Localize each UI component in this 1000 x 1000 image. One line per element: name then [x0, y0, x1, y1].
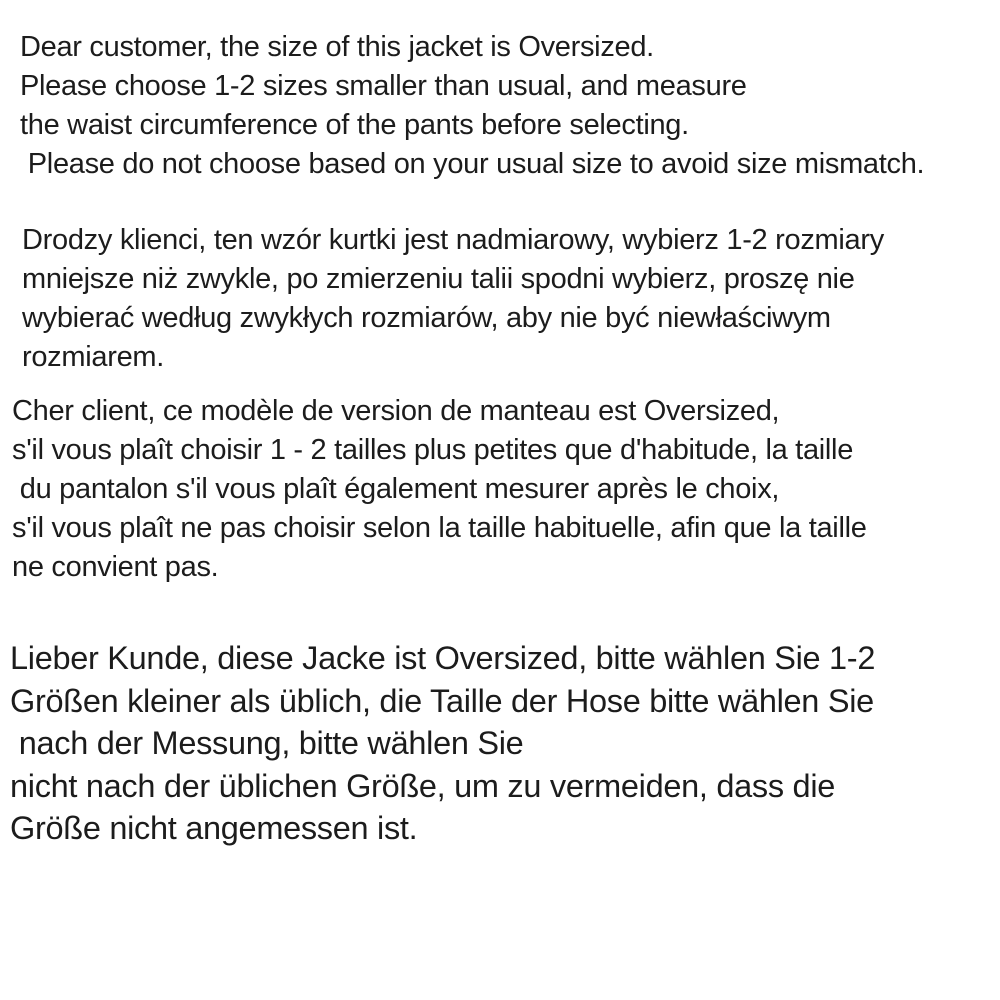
notice-line: Größen kleiner als üblich, die Taille der Hose bitte wählen Sie: [10, 682, 874, 719]
notice-line: nach der Messung, bitte wählen Sie: [10, 725, 524, 761]
notice-line: Lieber Kunde, diese Jacke ist Oversized, bitte wählen Sie 1-2: [10, 640, 876, 676]
notice-line: Dear customer, the size of this jacket is Oversized.: [20, 31, 654, 63]
notice-line: the waist circumference of the pants before selecting.: [20, 109, 689, 141]
notice-line: ne convient pas.: [12, 551, 219, 583]
notice-line: wybierać według zwykłych rozmiarów, aby nie być niewłaściwym: [22, 302, 831, 334]
notice-line: Cher client, ce modèle de version de manteau est Oversized,: [12, 395, 780, 427]
notice-line: s'il vous plaît choisir 1 - 2 tailles plus petites que d'habitude, la taille: [12, 434, 854, 466]
notice-polish: [22, 221, 1000, 377]
notice-line: Please do not choose based on your usual size to avoid size mismatch.: [20, 148, 925, 180]
notice-line: rozmiarem.: [22, 341, 165, 373]
notice-line: Please choose 1-2 sizes smaller than usual, and measure: [20, 70, 747, 102]
notice-line: Größe nicht angemessen ist.: [10, 810, 418, 846]
notice-line: s'il vous plaît ne pas choisir selon la taille habituelle, afin que la taille: [12, 512, 867, 544]
notice-line: mniejsze niż zwykle, po zmierzeniu talii spodni wybierz, proszę nie: [22, 263, 855, 295]
notice-line: Drodzy klienci, ten wzór kurtki jest nadmiarowy, wybierz 1-2 rozmiary: [22, 224, 884, 256]
notice-line: du pantalon s'il vous plaît également mesurer après le choix,: [12, 473, 780, 505]
notice-line: nicht nach der üblichen Größe, um zu vermeiden, dass die: [10, 767, 836, 804]
notice-german: [10, 637, 1000, 850]
notice-english: [20, 28, 1000, 184]
notice-french: [12, 392, 1000, 587]
